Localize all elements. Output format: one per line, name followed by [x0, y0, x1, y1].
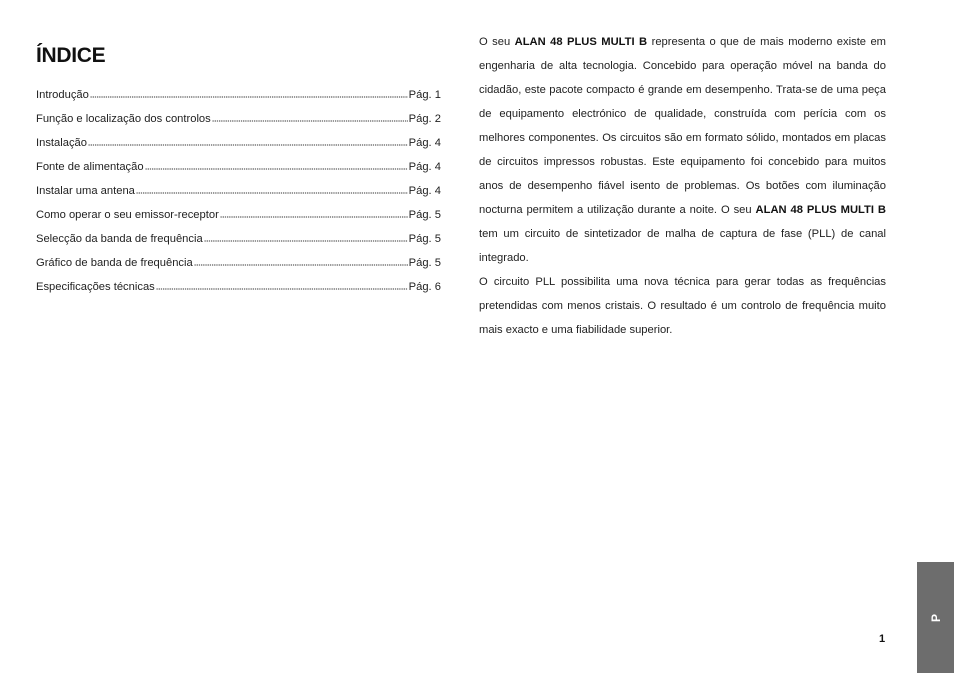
toc-entry-page: Pág. 4 [408, 185, 441, 197]
toc-entry-page: Pág. 5 [408, 257, 441, 269]
toc-entry [36, 209, 441, 233]
page-title: ÍNDICE [36, 44, 106, 68]
toc-entry-label: Função e localização dos controlos [36, 113, 211, 125]
toc-entry-page: Pág. 1 [408, 89, 441, 101]
toc-entry [36, 137, 441, 161]
toc-entry-page: Pág. 4 [408, 161, 441, 173]
toc-entry-page: Pág. 2 [408, 113, 441, 125]
toc-entry-label: Fonte de alimentação [36, 161, 144, 173]
toc-leader-dots [220, 209, 408, 218]
intro-paragraph [479, 30, 886, 270]
toc-entry-label: Instalar uma antena [36, 185, 135, 197]
toc-entry-page: Pág. 5 [408, 209, 441, 221]
language-tab [917, 562, 954, 673]
product-name: ALAN 48 PLUS MULTI B [755, 204, 886, 216]
toc-entry [36, 161, 441, 185]
toc-leader-dots [145, 161, 408, 170]
toc-leader-dots [194, 257, 408, 266]
table-of-contents [36, 89, 441, 305]
toc-leader-dots [156, 281, 408, 290]
toc-entry [36, 281, 441, 305]
toc-entry-label: Gráfico de banda de frequência [36, 257, 193, 269]
toc-leader-dots [212, 113, 408, 122]
toc-entry [36, 257, 441, 281]
intro-text-span: tem um circuito de sintetizador de malha de captura de fase (PLL) de canal integrado. [479, 228, 886, 264]
toc-entry [36, 185, 441, 209]
toc-entry [36, 113, 441, 137]
intro-text-span: O seu [479, 36, 515, 48]
toc-entry [36, 233, 441, 257]
toc-entry-label: Especificações técnicas [36, 281, 155, 293]
toc-entry-label: Instalação [36, 137, 87, 149]
intro-text-span: O seu [720, 204, 756, 216]
toc-entry-label: Introdução [36, 89, 89, 101]
toc-leader-dots [88, 137, 408, 146]
toc-entry-page: Pág. 5 [408, 233, 441, 245]
product-name: ALAN 48 PLUS MULTI B [514, 36, 648, 48]
page-number: 1 [878, 633, 886, 645]
toc-entry-page: Pág. 6 [408, 281, 441, 293]
toc-leader-dots [136, 185, 408, 194]
toc-entry-label: Como operar o seu emissor-receptor [36, 209, 219, 221]
toc-entry-page: Pág. 4 [408, 137, 441, 149]
toc-leader-dots [90, 89, 408, 98]
toc-entry-label: Selecção da banda de frequência [36, 233, 203, 245]
intro-text-span: representa o que de mais moderno existe em engenharia de alta tecnologia. Concebido para operação móvel na banda do cidadão, este pacote compacto é grande em desempenho. Trata-se de uma peça de equipamento electrónico de qualidade, construída com perícia com os melhores componentes. Os circuitos são em formato sólido, montados em placas de circuitos impressos robustas. Este equipamento foi concebido para muitos anos de desempenho fiável isento de problemas. Os botões com iluminação nocturna permitem a utilização durante a noite. [479, 36, 886, 216]
intro-paragraph: O circuito PLL possibilita uma nova técnica para gerar todas as frequências pretendidas com menos cristais. O resultado é um controlo de frequência muito mais exacto e uma fiabilidade superior. [479, 276, 886, 336]
language-tab-label: P [928, 613, 943, 623]
toc-entry [36, 89, 441, 113]
toc-leader-dots [204, 233, 408, 242]
intro-text [479, 30, 886, 342]
